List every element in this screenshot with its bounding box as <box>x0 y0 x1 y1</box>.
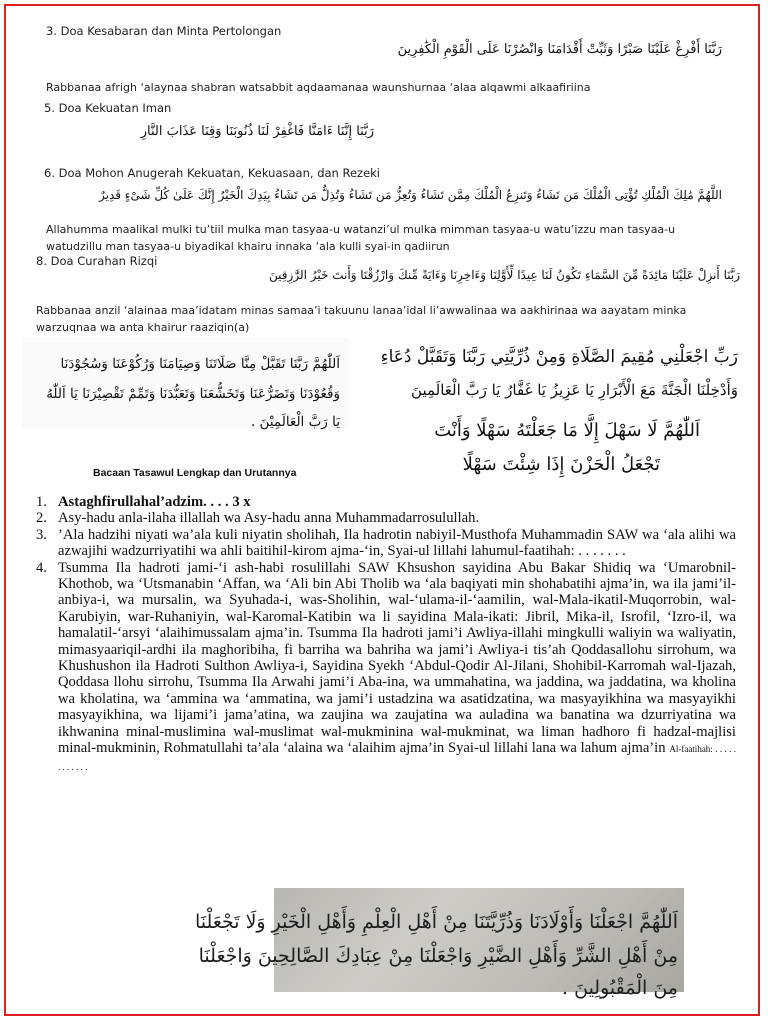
fatihah-tail: Al-faatihah: . . . . . . . . . . . . <box>58 744 736 772</box>
list-item <box>36 494 736 510</box>
scan-right-line-1: رَبِّ اجْعَلْنِي مُقِيمَ الصَّلَاةِ وَمِنْ ذُرِّيَّتِي رَبَّنَا وَتَقَبَّلْ دُعَاءِ <box>380 347 738 367</box>
scan-left-line-2: وَقُعُوْدَنَا وَتَضَرُّعَنَا وَتَخَشُّعَنَا وَتَعَبُّدَنَا وَتَمِّمْ تَقْصِيْرَنَا يَا اَللّٰهُ <box>46 385 340 402</box>
list-item-text: Asy-hadu anla-ilaha illallah wa Asy-hadu anna Muhammadarrosulullah. <box>58 510 480 527</box>
arabic-photo-doa <box>195 888 684 999</box>
section-heading-kesabaran: 3. Doa Kesabaran dan Minta Pertolongan <box>46 24 282 38</box>
section-heading-anugerah: 6. Doa Mohon Anugerah Kekuatan, Kekuasaan, dan Rezeki <box>44 166 381 180</box>
arabic-doa-kesabaran: رَبَّنَا أَفْرِغْ عَلَيْنَا صَبْرًا وَثَبِّتْ أَقْدَامَنَا وَانْصُرْنَا عَلَى الْقَوْمِ الْكَٰفِرِينَ <box>397 42 722 57</box>
section-heading-iman: 5. Doa Kekuatan Iman <box>44 101 172 115</box>
list-item-number: 1. <box>36 494 47 510</box>
list-item-text: ’Ala hadzihi niyati wa’ala kuli niyatin sholihah, Ila hadrotin nabiyil-Musthofa Muhammadin SAW wa ‘ala alihi wa azwajihi wadzurriyatihi wa ahli baitihil-kirom ajma-‘in, Syai-ul lillahi lahumul-faatihah: . . . . . . . <box>58 526 736 560</box>
latin-doa-rizqi-1: Rabbanaa anzil ‘alainaa maa’idatam minas samaa’i takuunu lanaa’idal li’awwalinaa wa aakhirinaa wa aayatam minka <box>36 304 687 317</box>
arabic-doa-iman: رَبَّنَا إِنَّنَا ءَامَنَّا فَاغْفِرْ لَنَا ذُنُوبَنَا وَقِنَا عَذَابَ النَّارِ <box>140 124 374 139</box>
latin-doa-anugerah-1: Allahumma maalikal mulki tu’tiil mulka man tasyaa-u watanzi’ul mulka mimman tasyaa-u watu’izzu man tasyaa-u <box>46 223 676 236</box>
photo-line-2: مِنْ أَهْلِ الشَّرِّ وَأَهْلِ الضَّيْرِ وَاجْعَلْنَا مِنْ عِبَادِكَ الصَّالِحِينَ وَاجْعَلْنَا <box>198 945 678 967</box>
list-item <box>36 510 736 526</box>
list-item <box>36 560 736 775</box>
list-item-number: 4. <box>36 559 47 576</box>
arabic-doa-anugerah: اللَّهُمَّ مَٰلِكَ الْمُلْكِ تُؤْتِى الْمُلْكَ مَن تَشَاءُ وَتَنزِعُ الْمُلْكَ مِمَّن تَشَاءُ وَتُعِزُّ مَن تَشَاءُ وَتُذِلُّ مَن تَشَاءُ بِيَدِكَ الْخَيْرُ إِنَّكَ عَلَىٰ كُلِّ شَىْءٍ قَدِيرٌ <box>99 188 722 202</box>
arabic-scan-left <box>22 338 348 428</box>
tasawul-title: Bacaan Tasawul Lengkap dan Urutannya <box>93 467 297 479</box>
list-item <box>36 527 736 560</box>
photo-line-3: مِنَ الْمَقْبُولِينَ . <box>562 977 678 999</box>
scan-right-line-3: اَللّٰهُمَّ لَا سَهْلَ إِلَّا مَا جَعَلْتَهُ سَهْلًا وَأَنْتَ <box>434 420 700 441</box>
latin-doa-anugerah-2: watudzillu man tasyaa-u biyadikal khairu innaka ‘ala kulli syai-in qadiirun <box>46 240 450 253</box>
arabic-doa-rizqi: رَبَّنَا أَنزِلْ عَلَيْنَا مَائِدَةً مِّنَ السَّمَاءِ تَكُونُ لَنَا عِيدًا لِّأَوَّلِنَا وَءَاخِرِنَا وَءَايَةً مِّنكَ وَارْزُقْنَا وَأَنتَ خَيْرُ الرَّٰزِقِينَ <box>269 268 740 282</box>
list-item-number: 3. <box>36 526 47 543</box>
list-item-text: Tsumma Ila hadroti jami-‘i ash-habi rosulillahi SAW Khsushon sayidina Abu Bakar Shidiq wa ‘Umarobnil-Khothob, wa ‘Utsmanabin ‘Affan, wa ‘Ali bin Abi Tholib wa ‘ala baqiyati min shohabatihi ajma’in, wa ila jami’il-anbiya-i, wa mursalin, wa Syuhada-i, was-Sholihin, wal-‘ulama-il-‘aamilin, wal-Mala-ikatil-Muqorrobin, wal-Karubiyin, war-Ruhaniyin, wal-Karomal-Katibin wa li sayidina Mala-ikati: Jibril, Mika-il, Isrofil, ‘Izro-il, wa hamalatil-‘arsyi ‘alaihimussalam ajma’in. Tsumma Ila hadroti jami’i Awliya-illahi mingkulli waliyin wa waliyatin, mimasyaariqil-ardhi ila maghoribiha, fi barriha wa bahriha wa jami’i Awliya-i tis’ah Qoddasallohu sirrohum, wa Khushushon ila Hadroti Sulthon Awliya-i, Sayidina Syekh ‘Abdul-Qodir Al-Jilani, Shohibil-Karromah wal-Ijazah, Qoddasa llohu sirrohu, Tsumma Ila Arwahi jami’i Aba-ina, wa ummahatina, wa jaddina, wa jaddatina, wa kholina wa kholatina, wa ‘ammina wa ‘ammatina, wa jami’i ustadzina wa asatidzatina, wa masyayikhina wa masyayikhi masyayikhina, wa lijami’i jama’atina, wa zaujina wa zaujatina wa auladina wa banatina wa dzurriyatina wa ikhwanina minal-muslimina wal-muslimat wal-mukminina wal-mukminat, wa liman hadhoro fi hadzal-majlisi minal-mukminin, Rohmatullahi ta’ala ‘alaina wa ‘alaihim ajma’in Syai-ul lillahi lana wa lahum ajma’in <box>58 559 736 757</box>
photo-line-1: اَللّٰهُمَّ اجْعَلْنَا وَأَوْلَادَنَا وَذُرِّيَّتَنَا مِنْ أَهْلِ الْعِلْمِ وَأَهْلِ الْخَيْرِ وَلَا تَجْعَلْنَا <box>195 911 678 933</box>
tasawul-list <box>36 494 736 775</box>
arabic-scan-right <box>352 322 750 475</box>
scan-left-line-3: يَا رَبَّ الْعَالَمِيْنَ . <box>250 413 340 430</box>
scan-right-line-4: تَجْعَلُ الْحَزْنَ إِذَا شِئْتَ سَهْلًا <box>462 454 660 475</box>
latin-doa-kesabaran: Rabbanaa afrigh ‘alaynaa shabran watsabbit aqdaamanaa waunshurnaa ‘alaa alqawmi alkaafiriina <box>46 81 591 94</box>
scan-left-line-1: اَللّٰهُمَّ رَبَّنَا تَقَبَّلْ مِنَّا صَلَاتَنَا وَصِيَامَنَا وَرُكُوْعَنَا وَسُجُوْدَنَا <box>60 355 340 372</box>
list-item-text: Astaghfirullahal’adzim. . . . 3 x <box>58 494 251 510</box>
section-heading-rizqi: 8. Doa Curahan Rizqi <box>36 254 158 268</box>
list-item-number: 2. <box>36 510 47 527</box>
latin-doa-rizqi-2: warzuqnaa wa anta khairur raaziqin(a) <box>36 321 250 334</box>
scan-right-line-2: وَأَدْخِلْنَا الْجَنَّةَ مَعَ الْأَبْرَارِ يَا عَزِيزُ يَا غَفَّارُ يَا رَبَّ الْعَالَمِينَ <box>411 381 738 399</box>
